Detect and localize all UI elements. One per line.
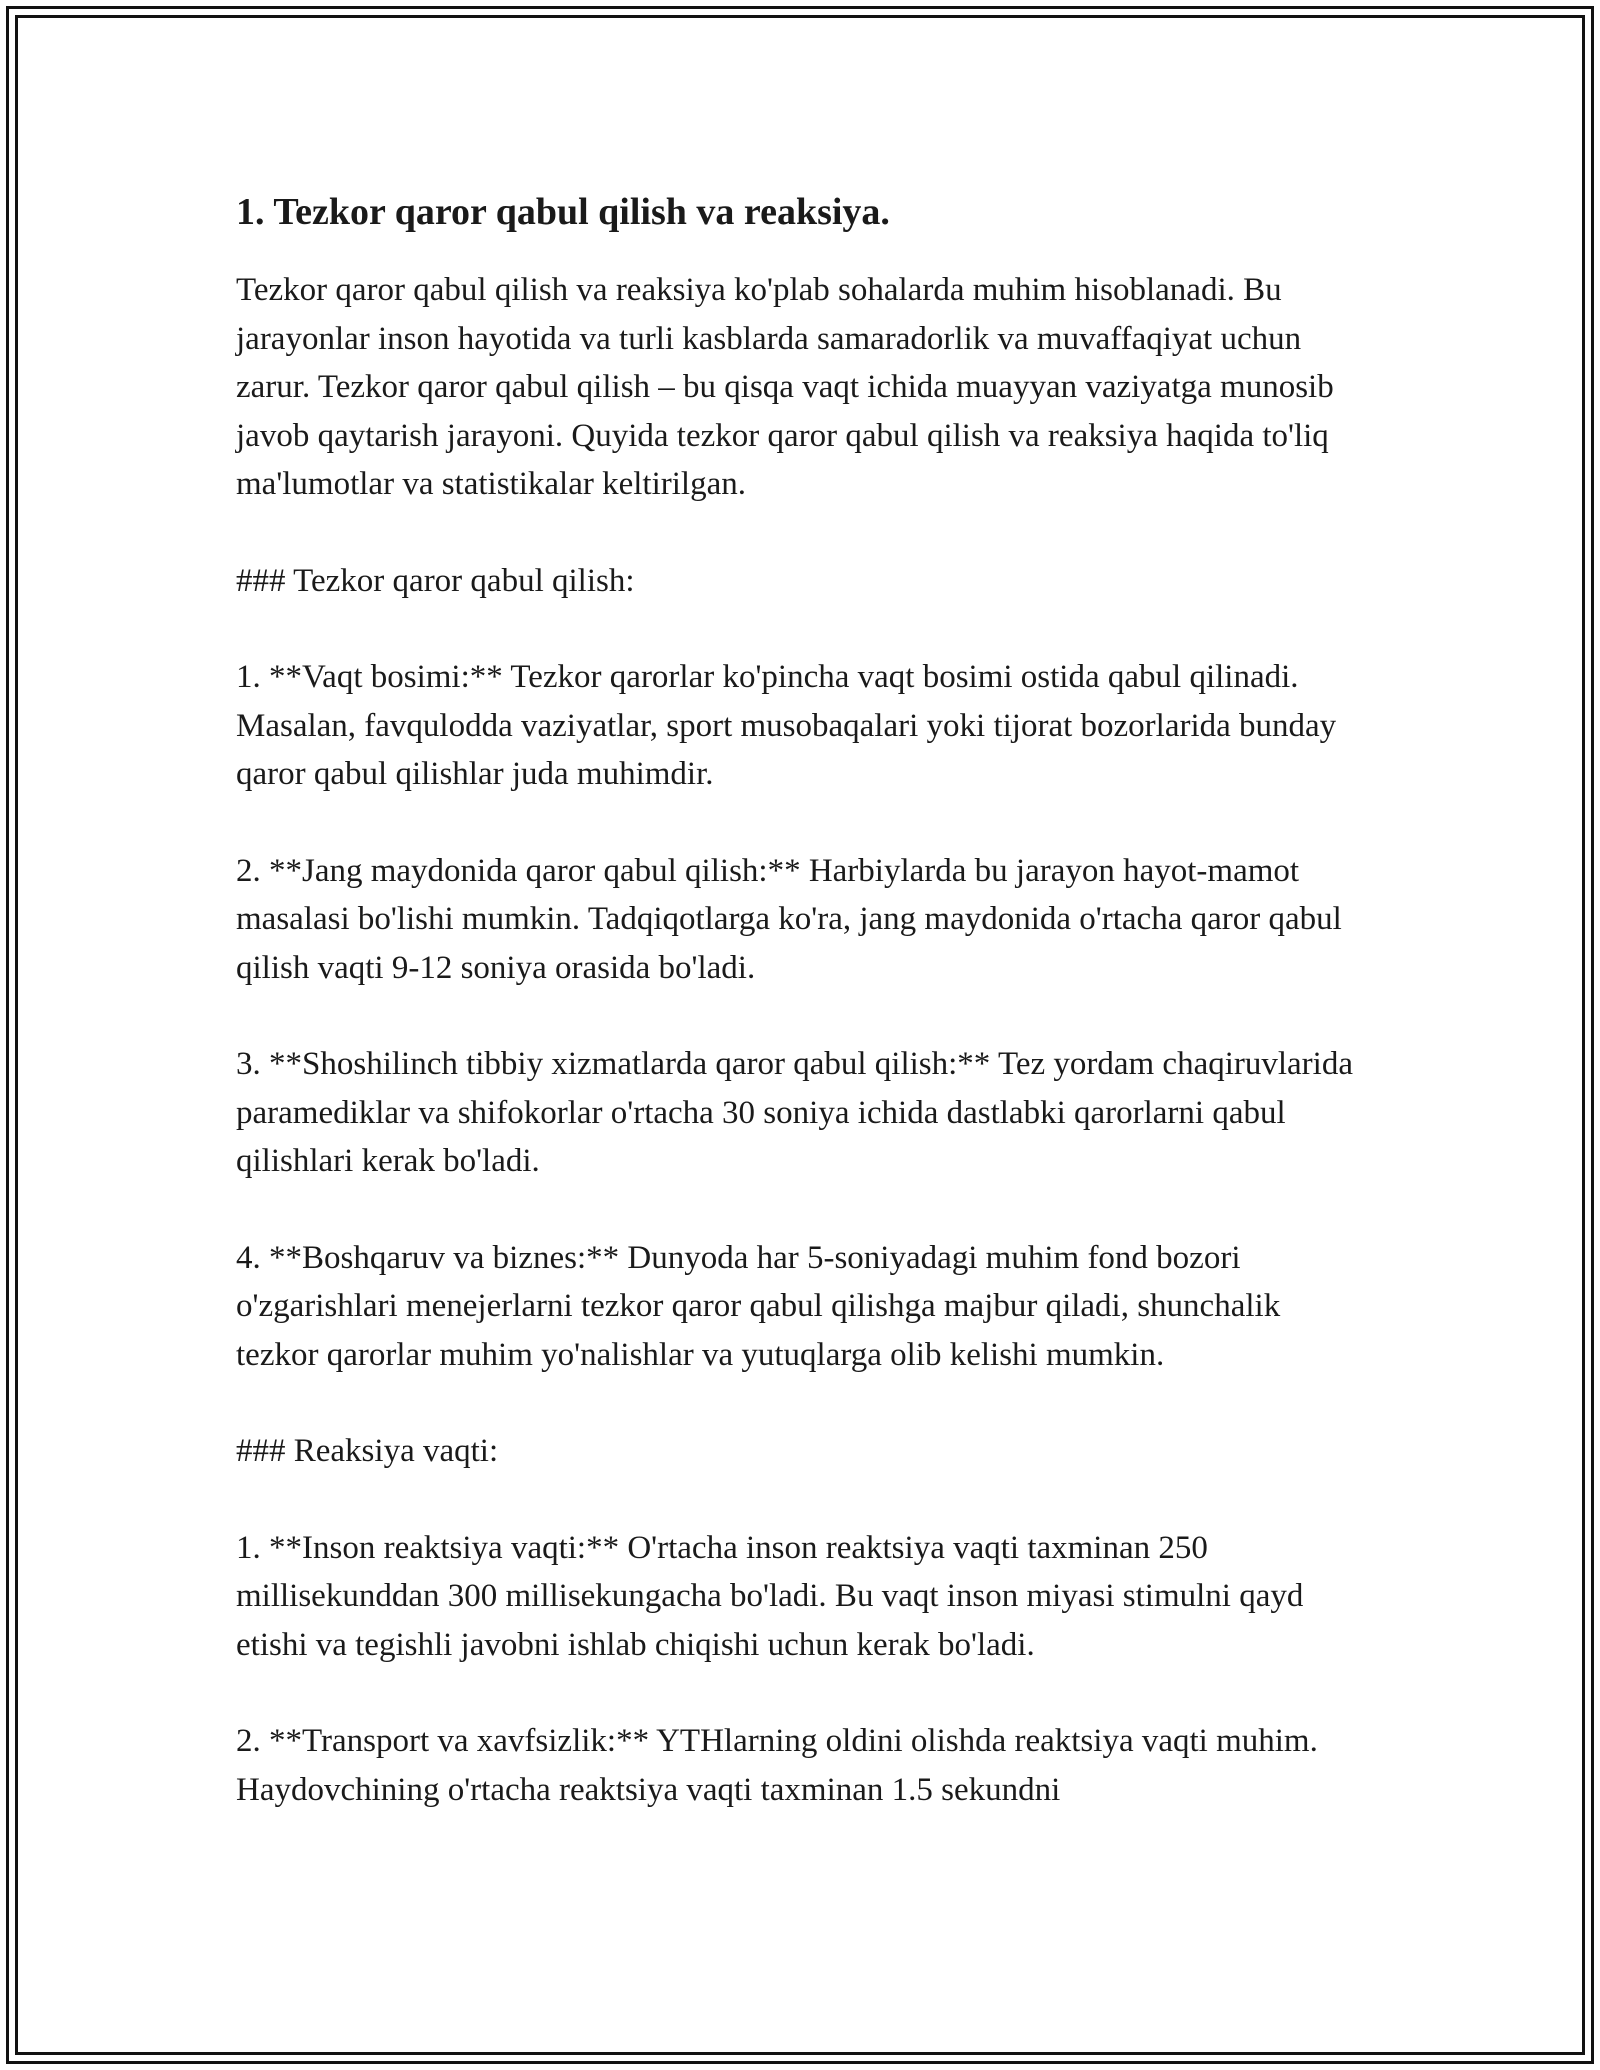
intro-paragraph: Tezkor qaror qabul qilish va reaksiya ko'plab sohalarda muhim hisoblanadi. Bu jarayonlar inson hayotida va turli kasblarda samaradorlik va muvaffaqiyat uchun zarur. Tezkor qaror qabul qilish – bu qisqa vaqt ichida muayyan vaziyatga munosib javob qaytarish jarayoni. Quyida tezkor qaror qabul qilish va reaksiya haqida to'liq ma'lumotlar va statistikalar keltirilgan.: [236, 272, 1334, 502]
document-body: [236, 186, 1356, 1862]
list-item-management-business: 4. **Boshqaruv va biznes:** Dunyoda har 5-soniyadagi muhim fond bozori o'zgarishlari menejerlarni tezkor qaror qabul qilishga majbur qiladi, shunchalik tezkor qarorlar muhim yo'nalishlar va yutuqlarga olib kelishi mumkin.: [236, 1239, 1281, 1373]
list-item-time-pressure: 1. **Vaqt bosimi:** Tezkor qarorlar ko'pincha vaqt bosimi ostida qabul qilinadi. Masalan, favqulodda vaziyatlar, sport musobaqalari yoki tijorat bozorlarida bunday qaror qabul qilishlar juda muhimdir.: [236, 659, 1337, 792]
list-item-battlefield: 2. **Jang maydonida qaror qabul qilish:** Harbiylarda bu jarayon hayot-mamot masalasi bo'lishi mumkin. Tadqiqotlarga ko'ra, jang maydonida o'rtacha qaror qabul qilish vaqti 9-12 soniya orasida bo'ladi.: [236, 852, 1342, 986]
list-item-transport-safety: 2. **Transport va xavfsizlik:** YTHlarning oldini olishda reaktsiya vaqti muhim. Haydovchining o'rtacha reaktsiya vaqti taxminan 1.5 sekundni: [236, 1723, 1318, 1808]
list-item-human-reaction: 1. **Inson reaktsiya vaqti:** O'rtacha inson reaktsiya vaqti taxminan 250 millisekunddan 300 millisekungacha bo'ladi. Bu vaqt inson miyasi stimulni qayd etishi va tegishli javobni ishlab chiqishi uchun kerak bo'ladi.: [236, 1529, 1304, 1663]
section-heading-reaction: ### Reaksiya vaqti:: [236, 1433, 499, 1469]
section-heading-decision: ### Tezkor qaror qabul qilish:: [236, 562, 635, 599]
list-item-emergency-medical: 3. **Shoshilinch tibbiy xizmatlarda qaror qabul qilish:** Tez yordam chaqiruvlarida paramediklar va shifokorlar o'rtacha 30 soniya ichida dastlabki qarorlarni qabul qilishlari kerak bo'ladi.: [236, 1046, 1353, 1179]
document-heading: 1. Tezkor qaror qabul qilish va reaksiya.: [236, 191, 890, 233]
